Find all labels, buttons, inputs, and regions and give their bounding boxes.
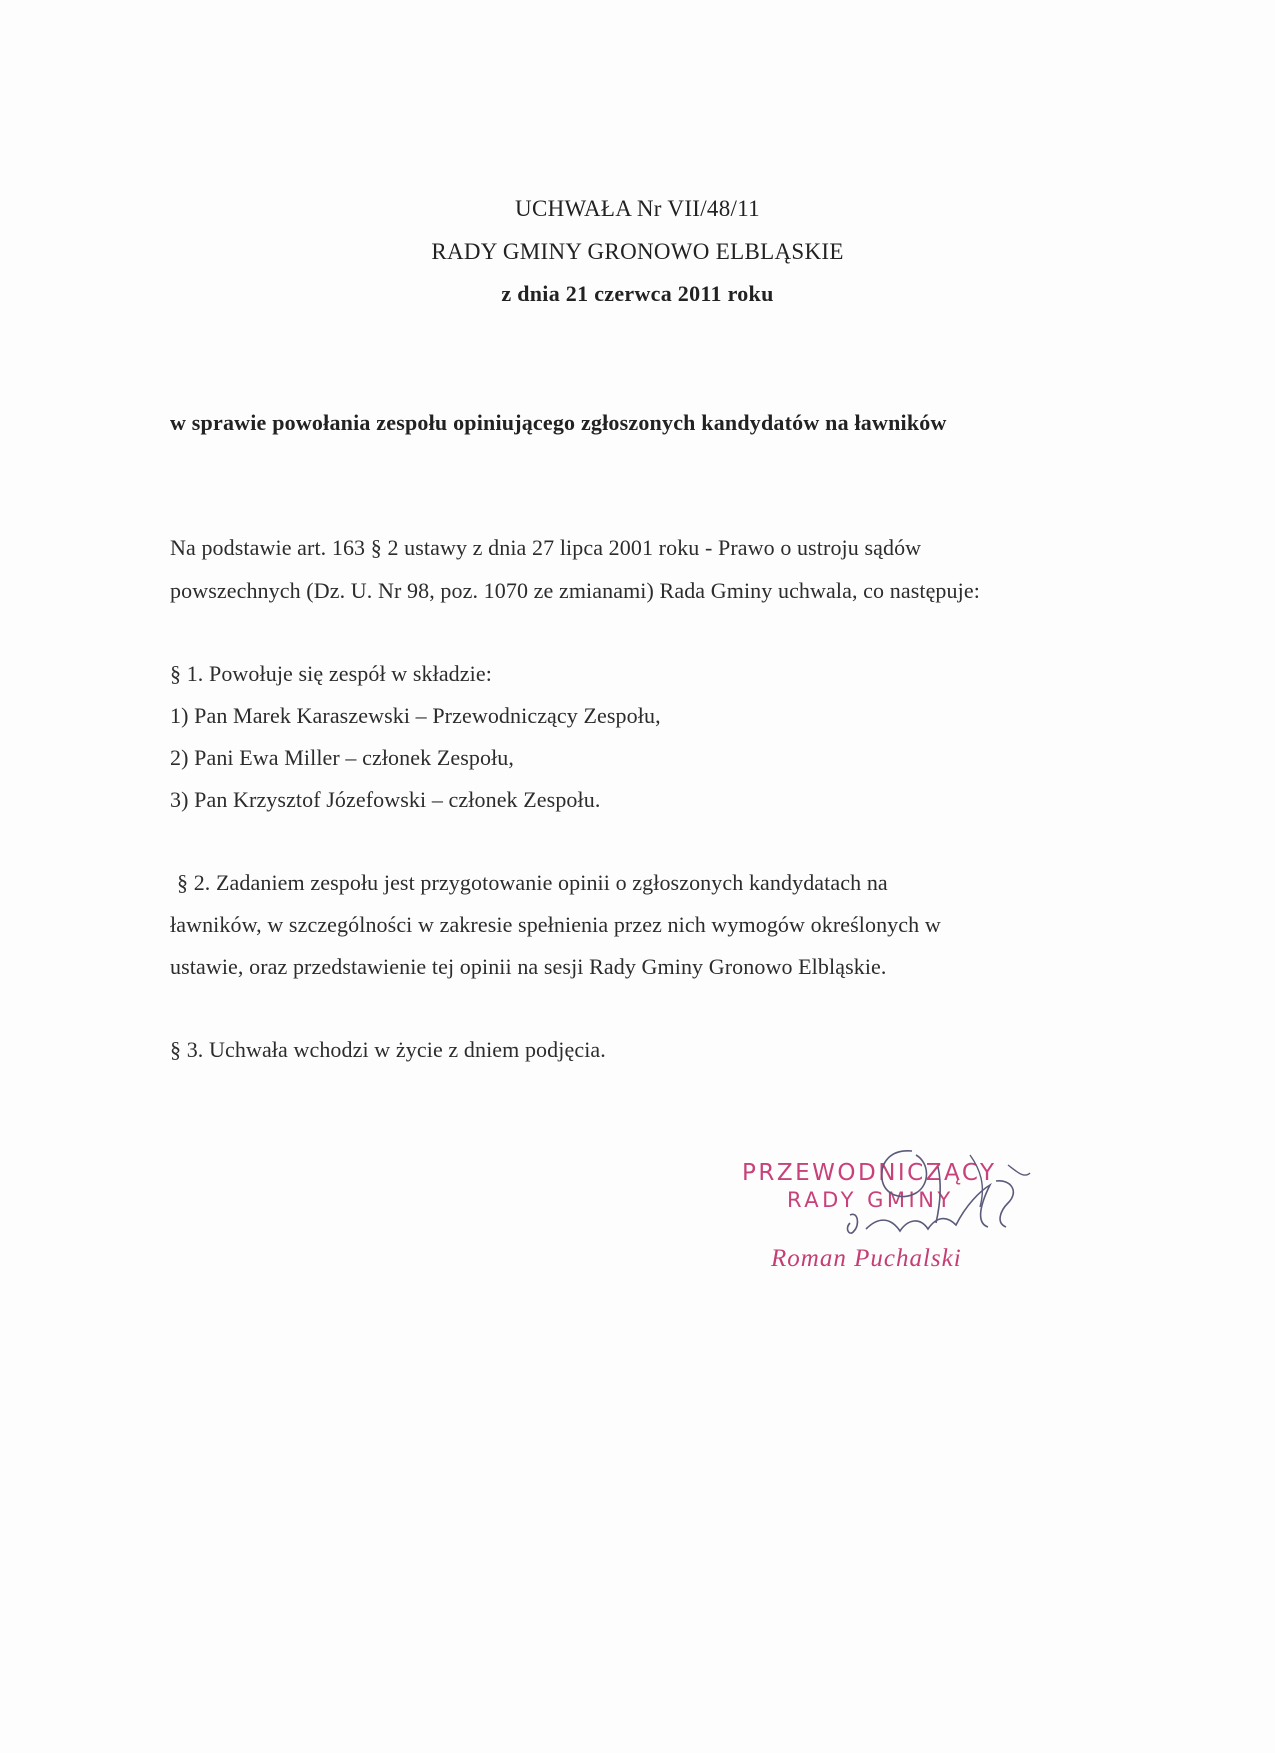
member-2: 2) Pani Ewa Miller – członek Zespołu,: [170, 745, 515, 770]
section-2-line-1: § 2. Zadaniem zespołu jest przygotowanie opinii o zgłoszonych kandydatach na: [177, 870, 888, 895]
stamp-name: Roman Puchalski: [771, 1245, 962, 1272]
section-3: § 3. Uchwała wchodzi w życie z dniem podjęcia.: [170, 1037, 606, 1062]
section-2-line-3: ustawie, oraz przedstawienie tej opinii na sesji Rady Gminy Gronowo Elbląskie.: [170, 954, 887, 979]
member-1: 1) Pan Marek Karaszewski – Przewodniczący Zespołu,: [170, 703, 661, 728]
section-2-line-2: ławników, w szczególności w zakresie spełnienia przez nich wymogów określonych w: [170, 912, 941, 937]
preamble-line-2: powszechnych (Dz. U. Nr 98, poz. 1070 ze zmianami) Rada Gminy uchwala, co następuje:: [170, 578, 980, 603]
resolution-subject: w sprawie powołania zespołu opiniującego zgłoszonych kandydatów na ławników: [170, 410, 947, 435]
handwritten-signature: [820, 1145, 1040, 1255]
section-1-intro: § 1. Powołuje się zespół w składzie:: [170, 661, 492, 686]
stamp-title: PRZEWODNICZĄCY: [742, 1160, 997, 1186]
resolution-number: UCHWAŁA Nr VII/48/11: [515, 196, 760, 221]
preamble-line-1: Na podstawie art. 163 § 2 ustawy z dnia 27 lipca 2001 roku - Prawo o ustroju sądów: [170, 535, 922, 560]
council-name: RADY GMINY GRONOWO ELBLĄSKIE: [431, 239, 844, 264]
stamp-subtitle: RADY GMINY: [787, 1188, 954, 1212]
resolution-date: z dnia 21 czerwca 2011 roku: [501, 281, 774, 306]
member-3: 3) Pan Krzysztof Józefowski – członek Zespołu.: [170, 787, 601, 812]
